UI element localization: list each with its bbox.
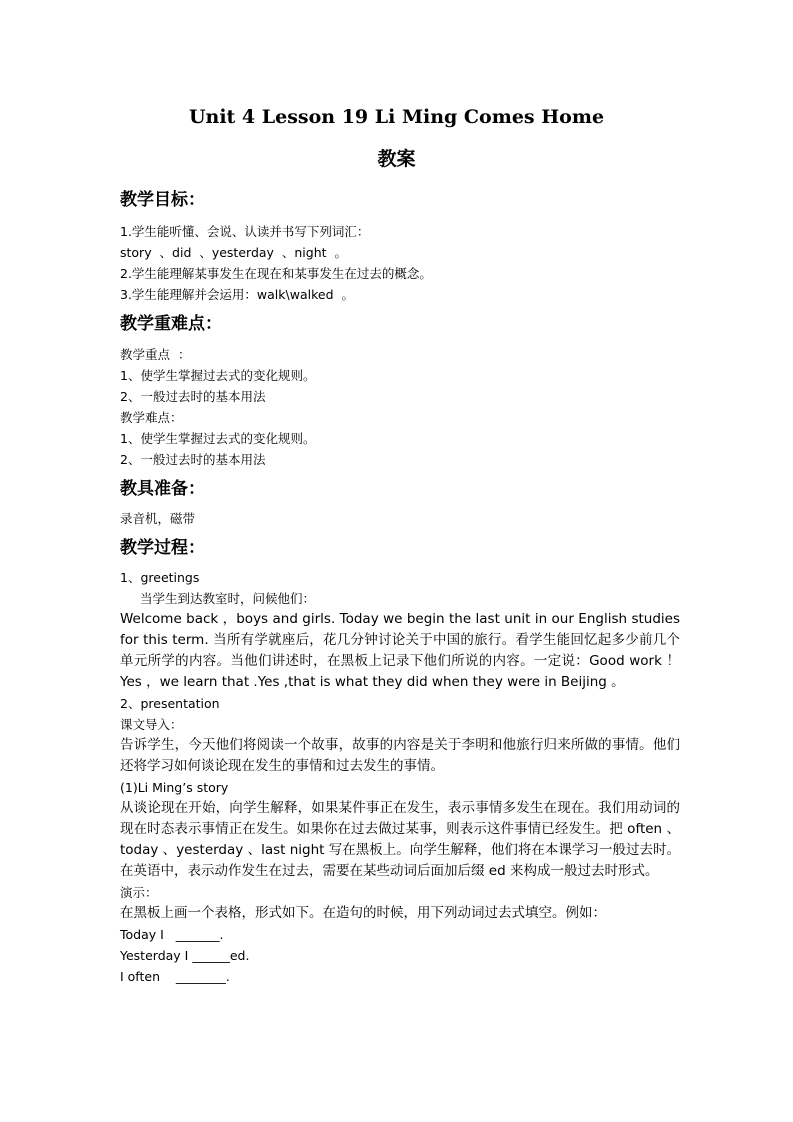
goal-line-3: 2.学生能理解某事发生在现在和某事发生在过去的概念。 bbox=[120, 266, 432, 281]
example-line-1: Today I _______. bbox=[120, 927, 224, 942]
goal-line-2: story 、did 、yesterday 、night 。 bbox=[120, 245, 347, 260]
document-title: Unit 4 Lesson 19 Li Ming Comes Home bbox=[188, 106, 605, 128]
process-story-label: (1)Li Ming’s story bbox=[120, 780, 229, 795]
document-body bbox=[120, 187, 680, 987]
heading-process: 教学过程： bbox=[120, 538, 205, 558]
key-line-5: 1、使学生掌握过去式的变化规则。 bbox=[120, 431, 316, 446]
tools-line-1: 录音机，磁带 bbox=[120, 511, 196, 526]
process-greet-line: 当学生到达教室时，问候他们： bbox=[140, 591, 316, 606]
key-line-4: 教学难点： bbox=[120, 410, 183, 425]
process-demo-label: 演示： bbox=[120, 885, 158, 900]
process-step-1: 1、greetings bbox=[120, 570, 200, 585]
heading-key-points: 教学重难点： bbox=[120, 314, 222, 334]
key-line-1: 教学重点 ： bbox=[120, 347, 191, 362]
goal-line-1: 1.学生能听懂、会说、认读并书写下列词汇： bbox=[120, 224, 370, 239]
document-subtitle: 教案 bbox=[377, 148, 416, 170]
key-line-3: 2、一般过去时的基本用法 bbox=[120, 389, 266, 404]
process-step-2: 2、presentation bbox=[120, 696, 220, 711]
example-line-3: I often ________. bbox=[120, 969, 230, 984]
process-intro-label: 课文导入： bbox=[120, 717, 183, 732]
process-paragraph-4: 在黑板上画一个表格，形式如下。在造句的时候，用下列动词过去式填空。例如： bbox=[120, 905, 606, 921]
key-line-2: 1、使学生掌握过去式的变化规则。 bbox=[120, 368, 316, 383]
heading-tools: 教具准备： bbox=[120, 479, 205, 499]
heading-goals: 教学目标： bbox=[120, 190, 205, 210]
process-paragraph-3: 从谈论现在开始，向学生解释，如果某件事正在发生，表示事情多发生在现在。我们用动词的现在时态表示事情正在发生。如果你在过去做过某事，则表示这件事情已经发生。把 often 、today 、yesterday 、last night 写在黑板上。向学生解释，他们将在本课学习一般过去时。在英语中，表示动作发生在过去，需要在某些动词后面加后缀 ed 来构成一般过去时形式。 bbox=[120, 800, 680, 879]
key-line-6: 2、一般过去时的基本用法 bbox=[120, 452, 266, 467]
goal-line-4: 3.学生能理解并会运用：walk\walked 。 bbox=[120, 287, 354, 302]
process-paragraph-2: 告诉学生，今天他们将阅读一个故事，故事的内容是关于李明和他旅行归来所做的事情。他们还将学习如何谈论现在发生的事情和过去发生的事情。 bbox=[120, 737, 680, 774]
example-line-2: Yesterday I ______ed. bbox=[120, 948, 250, 963]
process-paragraph-1: Welcome back ，boys and girls. Today we begin the last unit in our English studies for this term. 当所有学就座后，花几分钟讨论关于中国的旅行。看学生能回忆起多少前几个单元所学的内容。当他们讲述时，在黑板上记录下他们所说的内容。一定说：Good work ！Yes ，we learn that .Yes ,that is what they did when they were in Beijing 。 bbox=[120, 611, 680, 690]
